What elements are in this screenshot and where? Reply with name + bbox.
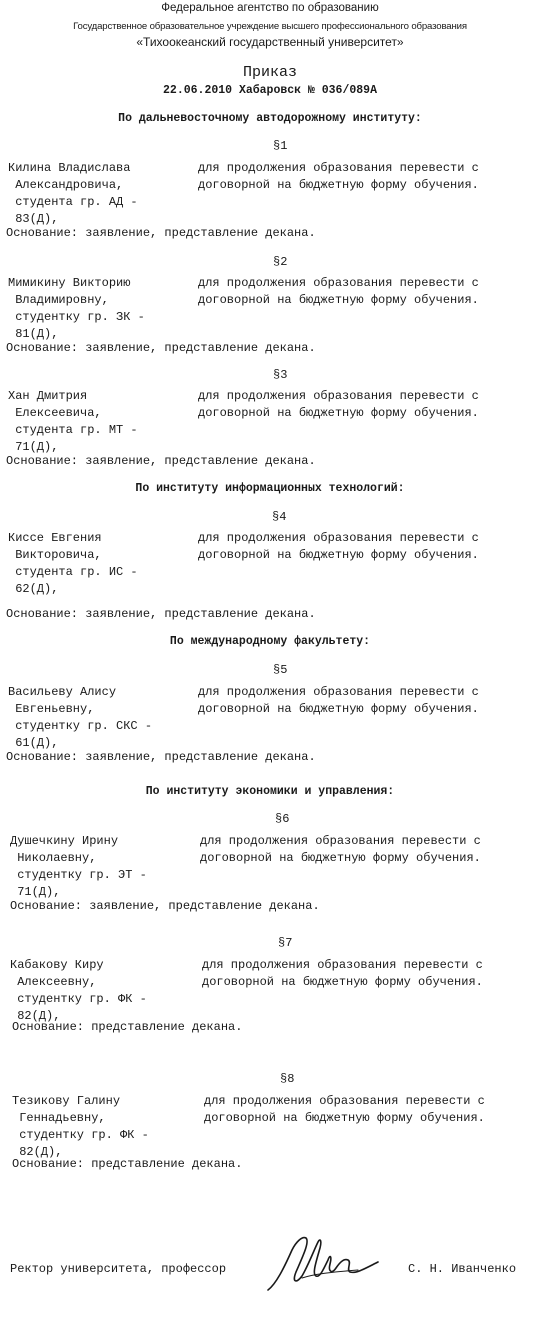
- paragraph-number: §4: [272, 510, 287, 524]
- order-text: для продолжения образования перевести с договорной на бюджетную форму обучения.: [198, 276, 479, 307]
- institute-heading: По институту информационных технологий:: [135, 482, 405, 495]
- student-info: Килина Владислава Александровича, студента гр. АД - 83(Д),: [8, 161, 138, 226]
- basis-text: Основание: представление декана.: [12, 1157, 243, 1171]
- order-title: Приказ: [242, 64, 297, 81]
- signatory-name: С. Н. Иванченко: [408, 1262, 517, 1276]
- student-info: Мимикину Викторию Владимировну, студентку гр. ЗК - 81(Д),: [8, 276, 145, 341]
- student-info: Тезикову Галину Геннадьевну, студентку гр. ФК - 82(Д),: [12, 1094, 149, 1159]
- order-text: для продолжения образования перевести с договорной на бюджетную форму обучения.: [198, 161, 479, 192]
- student-info: Кабакову Киру Алексеевну, студентку гр. ФК - 82(Д),: [10, 958, 147, 1023]
- paragraph-number: §7: [278, 936, 293, 950]
- student-info: Васильеву Алису Евгеньевну, студентку гр. СКС - 61(Д),: [8, 685, 153, 750]
- paragraph-number: §8: [280, 1072, 295, 1086]
- paragraph-number: §6: [275, 812, 290, 826]
- order-dateline: 22.06.2010 Хабаровск № 036/089А: [163, 84, 377, 97]
- institute-heading: По дальневосточному автодорожному институту:: [118, 112, 422, 125]
- order-text: для продолжения образования перевести с договорной на бюджетную форму обучения.: [204, 1094, 485, 1125]
- basis-text: Основание: заявление, представление декана.: [6, 341, 316, 355]
- signatory-position: Ректор университета, профессор: [10, 1262, 227, 1276]
- order-text: для продолжения образования перевести с договорной на бюджетную форму обучения.: [198, 685, 479, 716]
- university-name: «Тихоокеанский государственный университет»: [136, 35, 404, 49]
- basis-text: Основание: заявление, представление декана.: [6, 607, 316, 621]
- student-info: Хан Дмитрия Елексеевича, студента гр. МТ - 71(Д),: [8, 389, 138, 454]
- basis-text: Основание: заявление, представление декана.: [6, 226, 316, 240]
- basis-text: Основание: заявление, представление декана.: [6, 750, 316, 764]
- paragraph-number: §1: [273, 139, 288, 153]
- order-text: для продолжения образования перевести с договорной на бюджетную форму обучения.: [198, 531, 479, 562]
- handwritten-signature: [262, 1228, 380, 1300]
- paragraph-number: §5: [273, 663, 288, 677]
- order-text: для продолжения образования перевести с договорной на бюджетную форму обучения.: [200, 834, 481, 865]
- paragraph-number: §2: [273, 255, 288, 269]
- student-info: Душечкину Ирину Николаевну, студентку гр. ЭТ - 71(Д),: [10, 834, 147, 899]
- basis-text: Основание: заявление, представление декана.: [10, 899, 320, 913]
- institute-heading: По институту экономики и управления:: [145, 785, 395, 798]
- institute-heading: По международному факультету:: [169, 635, 371, 648]
- basis-text: Основание: заявление, представление декана.: [6, 454, 316, 468]
- institution-type: Государственное образовательное учреждение высшего профессионального образования: [73, 21, 467, 32]
- order-text: для продолжения образования перевести с договорной на бюджетную форму обучения.: [198, 389, 479, 420]
- student-info: Киссе Евгения Викторовича, студента гр. ИС - 62(Д),: [8, 531, 138, 596]
- agency-name: Федеральное агентство по образованию: [161, 2, 379, 14]
- paragraph-number: §3: [273, 368, 288, 382]
- order-text: для продолжения образования перевести с договорной на бюджетную форму обучения.: [202, 958, 483, 989]
- basis-text: Основание: представление декана.: [12, 1020, 243, 1034]
